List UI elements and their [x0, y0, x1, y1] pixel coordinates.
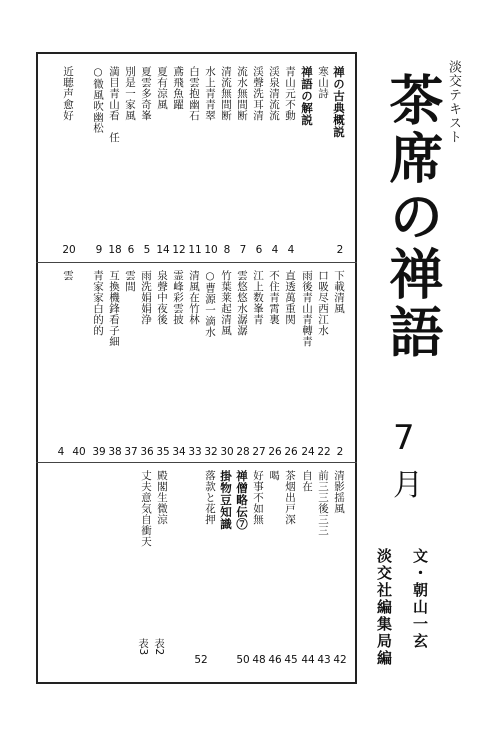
page-number: 18	[108, 244, 122, 256]
toc-item: 鳶飛魚躍	[172, 66, 184, 110]
toc-item: 下載清風	[333, 270, 345, 314]
toc-item: 雲悠悠水潺潺	[236, 270, 248, 336]
toc-item: 雲	[62, 270, 74, 281]
toc-item: 落款と花押	[204, 470, 216, 525]
divider-line	[36, 262, 357, 263]
page-number: 表3	[137, 638, 149, 656]
toc-item: 夏有涼風	[156, 66, 168, 110]
toc-item: 丈夫意気自衝天	[140, 470, 152, 547]
toc-item: ○微風吹幽松	[92, 66, 104, 134]
page-number: 42	[333, 654, 347, 666]
toc-item: 流水無間断	[236, 66, 248, 121]
toc-item: 口吸尽西江水	[317, 270, 329, 336]
page-number: 表2	[153, 638, 165, 656]
toc-item: 雨後青山青轉青	[301, 270, 313, 347]
page-number: 52	[194, 654, 208, 666]
toc-item: 渓泉清流流	[268, 66, 280, 121]
toc-item: 自在	[301, 470, 313, 492]
toc-item: 泉聲中夜後	[156, 270, 168, 325]
page-number: 28	[236, 446, 250, 458]
toc-item: 清影揺風	[333, 470, 345, 514]
page-number: 34	[172, 446, 186, 458]
toc-item: 好事不如無	[252, 470, 264, 525]
page-number: 43	[317, 654, 331, 666]
divider-line	[36, 462, 357, 463]
toc-item: 江上数峯青	[252, 270, 264, 325]
page-number: 37	[124, 446, 138, 458]
page-number: 22	[317, 446, 331, 458]
page-number: 46	[268, 654, 282, 666]
book-title: 茶席の禅語	[381, 72, 445, 362]
toc-item: 前三三後三三	[317, 470, 329, 536]
page-number: 4	[57, 446, 65, 458]
toc-item: 殿閣生微涼	[156, 470, 168, 525]
page-number: 30	[220, 446, 234, 458]
toc-item: 茶烟出戸深	[284, 470, 296, 525]
toc-item: 水上青青翠	[204, 66, 216, 121]
page-number: 39	[92, 446, 106, 458]
page-number: 8	[223, 244, 231, 256]
toc-item: 青家家白的的	[92, 270, 104, 336]
page-number: 6	[127, 244, 135, 256]
toc-item: 互換機鋒看子細	[108, 270, 120, 347]
page-number: 7	[239, 244, 247, 256]
month-number: 7	[393, 418, 415, 458]
page-number: 2	[336, 446, 344, 458]
page-number: 5	[143, 244, 151, 256]
page-number: 40	[72, 446, 86, 458]
page-number: 50	[236, 654, 250, 666]
series-title: 淡交テキスト	[446, 60, 461, 144]
page-number: 2	[336, 244, 344, 256]
author-credit: 文・朝山一玄	[411, 548, 429, 650]
page-number: 9	[95, 244, 103, 256]
toc-item: 清流無間断	[220, 66, 232, 121]
page-number: 6	[255, 244, 263, 256]
page-number: 32	[204, 446, 218, 458]
page-number: 4	[287, 244, 295, 256]
page-number: 26	[284, 446, 298, 458]
page-number: 26	[268, 446, 282, 458]
toc-item: 渓聲洗耳清	[252, 66, 264, 121]
toc-heading: 禅の古典概説	[332, 66, 346, 138]
toc-item: 白雲抱幽石	[188, 66, 200, 121]
page-number: 35	[156, 446, 170, 458]
toc-item: 直透萬重関	[284, 270, 296, 325]
toc-item: 喝	[268, 470, 280, 481]
page-number: 33	[188, 446, 202, 458]
toc-item: 別是一家風	[124, 66, 136, 121]
toc-item: 霊峰彩雲披	[172, 270, 184, 325]
toc-item: ○曹源一滴水	[204, 270, 216, 338]
page-number: 11	[188, 244, 202, 256]
toc-item: 雲間	[124, 270, 136, 292]
toc-heading: 禅語の解説	[300, 66, 314, 126]
toc-heading: 禅僧略伝⑦	[235, 470, 249, 530]
page-number: 24	[301, 446, 315, 458]
page-number: 20	[62, 244, 76, 256]
page-number: 36	[140, 446, 154, 458]
page-number: 48	[252, 654, 266, 666]
page-number: 4	[271, 244, 279, 256]
editor-credit: 淡交社編集局編	[375, 548, 393, 667]
contents-frame	[36, 52, 357, 684]
toc-item: 青山元不動	[284, 66, 296, 121]
toc-item: 雨洗娟娟浄	[140, 270, 152, 325]
toc-item: 竹葉莱起清風	[220, 270, 232, 336]
toc-item: 清風在竹林	[188, 270, 200, 325]
month-kanji: 月	[393, 468, 423, 503]
toc-item: 寒山詩	[317, 66, 329, 99]
toc-item: 不住青霄裏	[268, 270, 280, 325]
page-number: 14	[156, 244, 170, 256]
toc-heading: 掛物豆知識	[219, 470, 233, 530]
page-number: 44	[301, 654, 315, 666]
toc-item: 満目青山看 任	[108, 66, 120, 143]
page-number: 38	[108, 446, 122, 458]
page-number: 45	[284, 654, 298, 666]
toc-item: 近聴声愈好	[62, 66, 74, 121]
page-number: 27	[252, 446, 266, 458]
toc-item: 夏雲多奇峯	[140, 66, 152, 121]
page-number: 12	[172, 244, 186, 256]
page-number: 10	[204, 244, 218, 256]
